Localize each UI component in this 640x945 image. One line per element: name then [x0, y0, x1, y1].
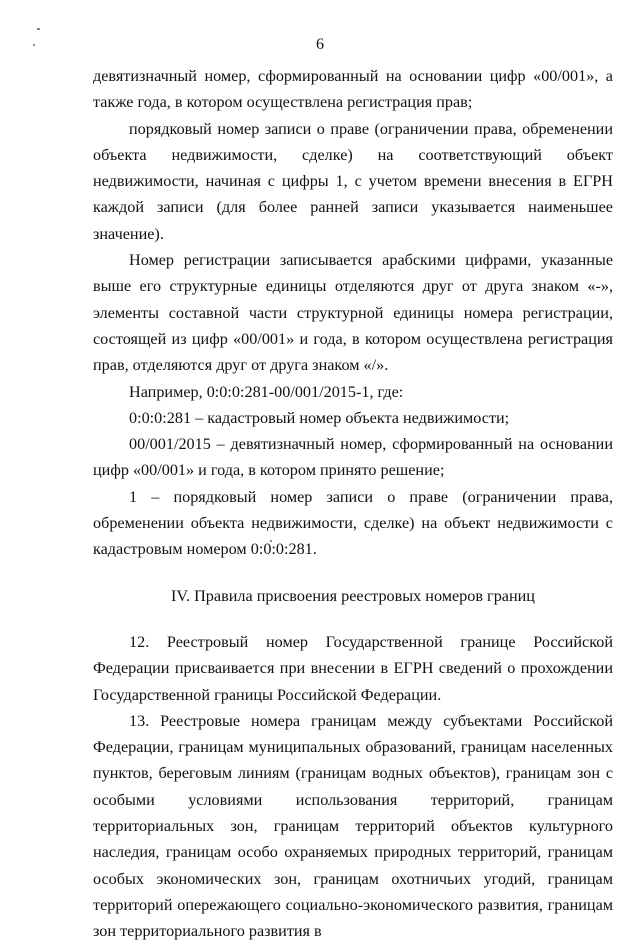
paragraph: девятизначный номер, сформированный на основании цифр «00/001», а также года, в котором осуществлена регистрация прав;	[93, 67, 613, 112]
paragraph: 13. Реестровые номера границам между субъектами Российской Федерации, границам муниципальных образований, границам населенных пунктов, береговым линиям (границам водных объектов), границам зон с особыми условиями использования территорий, границам территориальных зон, границам территорий объектов культурного наследия, границам особо охраняемых природных территорий, границам особых экономических зон, границам охотничьих угодий, границам территорий опережающего социально-экономического развития, границам зон территориального развития в	[93, 711, 613, 941]
paragraph: Например, 0:0:0:281-00/001/2015-1, где:	[129, 382, 404, 401]
paragraph: порядковый номер записи о праве (ограничении права, обременении объекта недвижимости, сделке) на соответствующий объект недвижимости, начиная с цифры 1, с учетом времени внесения в ЕГРН каждой записи (для более ранней записи указывается наименьшее значение).	[93, 119, 613, 243]
paragraph: 1 – порядковый номер записи о праве (ограничении права, обременении объекта недвижимости, сделке) на объект недвижимости с кадастровым номером 0:0:0:281.	[93, 487, 613, 559]
paragraph: 12. Реестровый номер Государственной границе Российской Федерации присваивается при внесении в ЕГРН сведений о прохождении Государственной границы Российской Федерации.	[93, 632, 613, 704]
paragraph: 0:0:0:281 – кадастровый номер объекта недвижимости;	[129, 408, 510, 427]
document-body	[93, 63, 613, 945]
page-number: 6	[316, 36, 324, 53]
scan-speck	[33, 44, 35, 46]
section-heading: IV. Правила присвоения реестровых номеров границ	[171, 586, 535, 605]
paragraph: Номер регистрации записывается арабскими цифрами, указанные выше его структурные единицы отделяются друг от друга знаком «-», элементы составной части структурной единицы номера регистрации, состоящей из цифр «00/001» и года, в котором осуществлена регистрация прав, отделяются друг от друга знаком «/».	[93, 251, 613, 375]
paragraph: 00/001/2015 – девятизначный номер, сформированный на основании цифр «00/001» и года, в котором принято решение;	[93, 435, 613, 480]
scan-speck	[37, 28, 40, 30]
